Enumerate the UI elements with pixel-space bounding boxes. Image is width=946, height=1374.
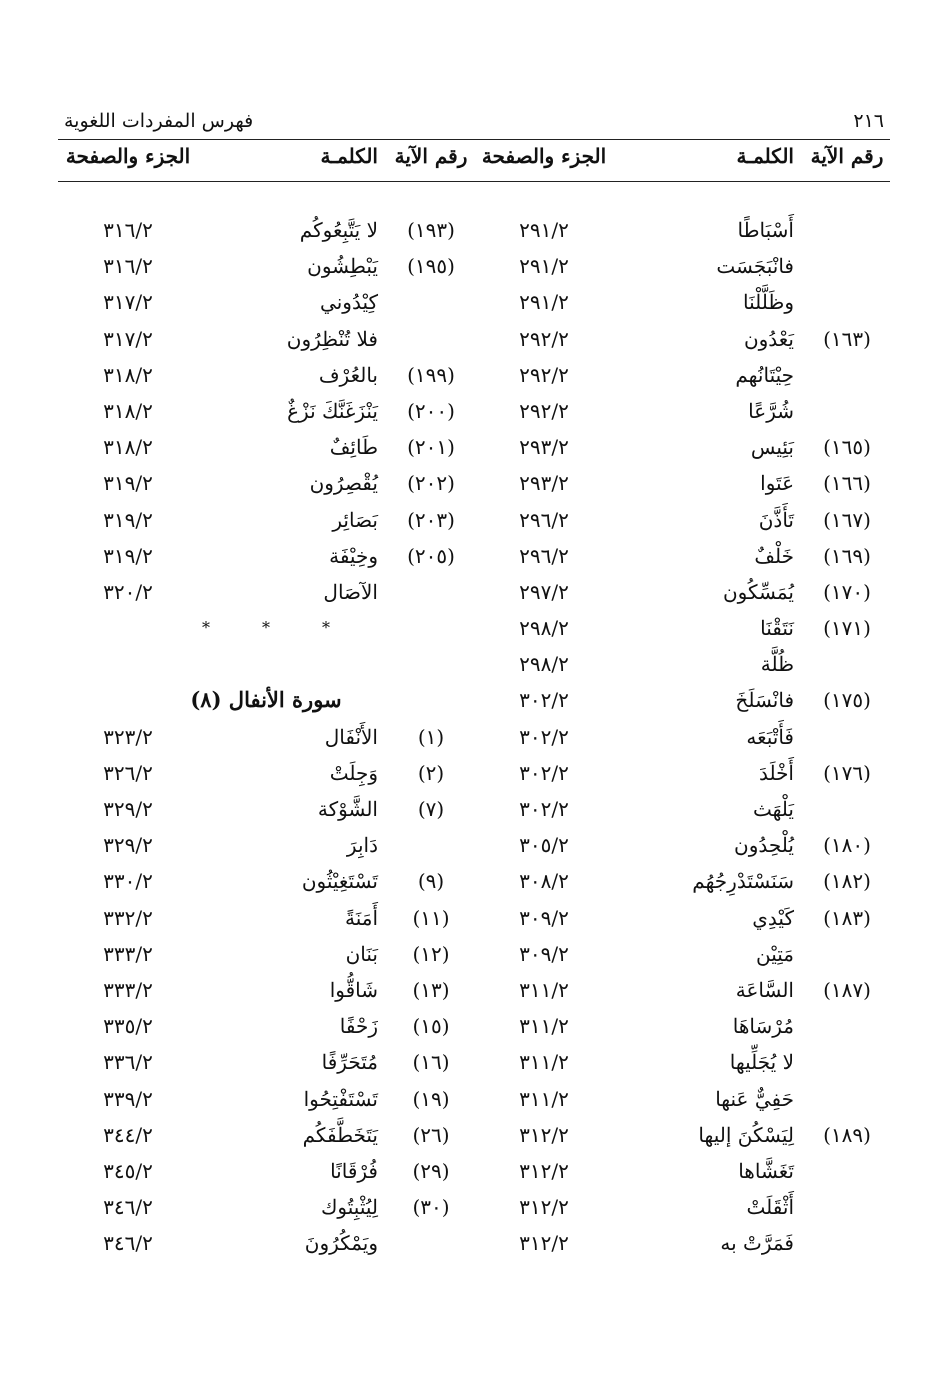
volume-page-ref: ٣٣٥/٢ [103, 1014, 153, 1039]
index-row [58, 248, 474, 284]
index-row [474, 357, 890, 393]
column-headers [58, 144, 890, 178]
volume-page-ref: ٣١٩/٢ [103, 543, 153, 568]
index-row [474, 1008, 890, 1044]
vocabulary-word: يَلْهَث [752, 797, 794, 821]
index-row [474, 502, 890, 538]
vocabulary-word: طَائِفٌ [329, 435, 378, 460]
header-ref: الجزء والصفحة [481, 144, 607, 168]
index-row [474, 827, 890, 863]
volume-page-ref: ٣١٢/٢ [519, 1158, 569, 1183]
index-row [58, 429, 474, 465]
volume-page-ref: ٢٩٦/٢ [519, 507, 569, 532]
volume-page-ref: ٢٩٣/٢ [519, 471, 569, 496]
vocabulary-word: يُقْصِرُون [309, 471, 378, 496]
index-row [58, 1044, 474, 1080]
index-row [58, 1081, 474, 1117]
volume-page-ref: ٣٣٢/٢ [103, 905, 153, 930]
vocabulary-word: فُرْقَانًا [330, 1158, 378, 1183]
ayah-number: (١٧١) [823, 616, 871, 641]
vocabulary-word: أَخْلَدَ [758, 760, 794, 785]
ayah-number: (١٦٦) [823, 471, 871, 496]
volume-page-ref: ٢٩٦/٢ [519, 543, 569, 568]
spacer [58, 646, 474, 682]
volume-page-ref: ٢٩٨/٢ [519, 616, 569, 641]
ayah-number: (١٨٩) [823, 1122, 871, 1147]
vocabulary-word: مَتِيْن [755, 941, 794, 966]
volume-page-ref: ٣١٨/٢ [103, 362, 153, 387]
ayah-number: (١٧٠) [823, 579, 871, 604]
volume-page-ref: ٣١٧/٢ [103, 290, 153, 315]
vocabulary-word: لا يَتَّبِعُوكُم [299, 218, 378, 242]
volume-page-ref: ٣٤٦/٢ [103, 1195, 153, 1220]
vocabulary-word: وخِيْفَة [329, 543, 378, 568]
ayah-number: (١٦٩) [823, 543, 871, 568]
volume-page-ref: ٣٤٦/٢ [103, 1231, 153, 1256]
index-row [58, 502, 474, 538]
index-row [58, 755, 474, 791]
index-row [58, 212, 474, 248]
index-row [474, 1225, 890, 1261]
index-row [474, 465, 890, 501]
index-row [58, 719, 474, 755]
vocabulary-word: لِيُثْبِتُوك [320, 1195, 378, 1220]
ayah-number: (١٧٦) [823, 760, 871, 785]
vocabulary-word: تَأَذَّنَ [758, 507, 794, 532]
vocabulary-word: فانْبَجَسَت [716, 254, 794, 279]
ayah-number: (١٦٥) [823, 435, 871, 460]
index-row [474, 791, 890, 827]
volume-page-ref: ٣١٧/٢ [103, 326, 153, 351]
index-row [58, 863, 474, 899]
index-row [474, 393, 890, 429]
vocabulary-word: دَابِرَ [346, 833, 378, 858]
volume-page-ref: ٣٢٠/٢ [103, 579, 153, 604]
volume-page-ref: ٣١١/٢ [519, 1086, 569, 1111]
vocabulary-word: وظَلَّلْنَا [743, 290, 794, 315]
volume-page-ref: ٣٠٩/٢ [519, 905, 569, 930]
ayah-number: (٢٠٣) [407, 507, 455, 532]
index-row [58, 284, 474, 320]
ayah-number: (٢٠٠) [407, 398, 455, 423]
index-row [474, 900, 890, 936]
vocabulary-word: وَجِلَتْ [329, 760, 378, 785]
vocabulary-word: يَنْزَغَنَّكَ نَزْغٌ [287, 398, 378, 423]
left-column-headers [58, 144, 474, 178]
vocabulary-word: سَنَسْتَدْرِجُهُم [692, 869, 794, 894]
index-row [474, 610, 890, 646]
vocabulary-word: ويَمْكُرُونَ [304, 1231, 378, 1256]
volume-page-ref: ٢٩٨/٢ [519, 652, 569, 677]
index-row [474, 719, 890, 755]
vocabulary-word: أَمَنَةً [344, 905, 378, 930]
volume-page-ref: ٣٣٣/٢ [103, 941, 153, 966]
volume-page-ref: ٣١٢/٢ [519, 1122, 569, 1147]
index-row [58, 1189, 474, 1225]
volume-page-ref: ٢٩٢/٢ [519, 398, 569, 423]
index-row [58, 357, 474, 393]
index-row [58, 574, 474, 610]
ayah-number: (١١) [412, 905, 450, 930]
header-rule [58, 139, 890, 140]
volume-page-ref: ٢٩٢/٢ [519, 326, 569, 351]
vocabulary-word: ظُلَّة [760, 652, 794, 677]
index-row [474, 248, 890, 284]
index-row [58, 393, 474, 429]
index-row [474, 1117, 890, 1153]
volume-page-ref: ٣٤٥/٢ [103, 1158, 153, 1183]
index-row [58, 791, 474, 827]
volume-page-ref: ٣١٩/٢ [103, 507, 153, 532]
vocabulary-word: بَنَان [345, 941, 378, 966]
separator-star: * [322, 618, 330, 638]
volume-page-ref: ٣١١/٢ [519, 1050, 569, 1075]
ayah-number: (٢٩) [412, 1158, 450, 1183]
volume-page-ref: ٢٩١/٢ [519, 254, 569, 279]
header-ayah: رقم الآية [810, 144, 884, 168]
index-row [474, 863, 890, 899]
index-row [58, 900, 474, 936]
vocabulary-word: شَاقُّوا [329, 977, 378, 1002]
index-row [58, 1153, 474, 1189]
index-row [474, 321, 890, 357]
volume-page-ref: ٣١٦/٢ [103, 254, 153, 279]
index-row [58, 538, 474, 574]
vocabulary-word: يَبْطِشُون [307, 254, 378, 279]
running-title: فهرس المفردات اللغوية [64, 110, 254, 132]
ayah-number: (٢٠٥) [407, 543, 455, 568]
volume-page-ref: ٣١٦/٢ [103, 218, 153, 242]
vocabulary-word: بالعُرْف [318, 362, 378, 387]
ayah-number: (١٩٩) [407, 362, 455, 387]
page-number: ٢١٦ [853, 110, 884, 132]
ayah-number: (١٨٢) [823, 869, 871, 894]
ayah-number: (١٧٥) [823, 688, 871, 713]
ayah-number: (٩) [417, 869, 445, 894]
vocabulary-word: عَتَوا [760, 471, 794, 496]
index-row [58, 1008, 474, 1044]
volume-page-ref: ٢٩٣/٢ [519, 435, 569, 460]
volume-page-ref: ٣٠٢/٢ [519, 688, 569, 713]
vocabulary-word: كَيْدِي [752, 905, 794, 930]
vocabulary-word: يُلْحِدُون [734, 833, 794, 858]
vocabulary-word: الأَنْفَال [324, 724, 378, 749]
vocabulary-word: بَئِيس [750, 435, 794, 460]
left-column-entries [58, 212, 474, 1261]
index-row [474, 646, 890, 682]
ayah-number: (١) [417, 724, 445, 749]
ayah-number: (١٦٣) [823, 326, 871, 351]
index-row [58, 936, 474, 972]
index-row [58, 1225, 474, 1261]
vocabulary-word: فلا تُنْظِرُون [286, 326, 378, 351]
vocabulary-word: أَثْقَلَتْ [746, 1195, 794, 1220]
ayah-number: (١٦٧) [823, 507, 871, 532]
volume-page-ref: ٣١١/٢ [519, 1014, 569, 1039]
section-separator [58, 610, 474, 646]
ayah-number: (٣٠) [412, 1195, 450, 1220]
vocabulary-word: خَلْفٌ [754, 543, 794, 568]
index-row [474, 1153, 890, 1189]
vocabulary-word: الآصَال [323, 579, 378, 604]
ayah-number: (١٩) [412, 1086, 450, 1111]
index-row [474, 1189, 890, 1225]
vocabulary-word: حِيْتَانُهم [735, 362, 794, 387]
vocabulary-word: تَغَشَّاها [738, 1158, 794, 1183]
vocabulary-word: تَسْتَغِيْثُون [301, 869, 378, 894]
index-row [474, 1081, 890, 1117]
volume-page-ref: ٢٩١/٢ [519, 218, 569, 242]
volume-page-ref: ٣٣٦/٢ [103, 1050, 153, 1075]
vocabulary-word: مُتَحَرِّفًا [321, 1050, 378, 1075]
vocabulary-word: كِيْدُوني [320, 290, 378, 315]
ayah-number: (١٩٣) [407, 218, 455, 242]
volume-page-ref: ٣٤٤/٢ [103, 1122, 153, 1147]
volume-page-ref: ٣٣٩/٢ [103, 1086, 153, 1111]
header-ref: الجزء والصفحة [65, 144, 191, 168]
volume-page-ref: ٣١٨/٢ [103, 435, 153, 460]
index-row [474, 936, 890, 972]
volume-page-ref: ٣١٩/٢ [103, 471, 153, 496]
index-row [474, 538, 890, 574]
index-row [58, 1117, 474, 1153]
volume-page-ref: ٣١٨/٢ [103, 398, 153, 423]
vocabulary-word: لِيَسْكُنَ إليها [698, 1122, 794, 1147]
index-row [474, 429, 890, 465]
right-column-headers [474, 144, 890, 178]
right-column-entries [474, 212, 890, 1261]
volume-page-ref: ٣١١/٢ [519, 977, 569, 1002]
volume-page-ref: ٣٠٥/٢ [519, 833, 569, 858]
volume-page-ref: ٣٠٢/٢ [519, 724, 569, 749]
vocabulary-word: فَمَرَّتْ به [720, 1231, 794, 1256]
index-row [474, 574, 890, 610]
volume-page-ref: ٣٠٨/٢ [519, 869, 569, 894]
ayah-number: (١٦) [412, 1050, 450, 1075]
index-row [58, 972, 474, 1008]
ayah-number: (١٨٧) [823, 977, 871, 1002]
vocabulary-word: نَتَقْنَا [760, 616, 794, 641]
vocabulary-word: السَّاعَة [735, 977, 794, 1002]
volume-page-ref: ٣٠٩/٢ [519, 941, 569, 966]
vocabulary-word: بَصَائِر [332, 507, 378, 532]
running-head [58, 108, 890, 138]
index-row [58, 465, 474, 501]
vocabulary-word: يَتَخَطَّفَكُم [302, 1122, 378, 1147]
volume-page-ref: ٣٠٢/٢ [519, 797, 569, 821]
vocabulary-word: زَحْفًا [339, 1014, 378, 1039]
separator-star: * [262, 618, 270, 638]
volume-page-ref: ٣٢٣/٢ [103, 724, 153, 749]
volume-page-ref: ٣٣٣/٢ [103, 977, 153, 1002]
vocabulary-word: مُرْسَاهَا [732, 1014, 794, 1039]
index-row [474, 972, 890, 1008]
ayah-number: (١٥) [412, 1014, 450, 1039]
vocabulary-word: الشَّوْكة [317, 797, 378, 821]
vocabulary-word: لا يُجَلِّيها [729, 1050, 794, 1075]
ayah-number: (٢٠٢) [407, 471, 455, 496]
volume-page-ref: ٣٢٦/٢ [103, 760, 153, 785]
surah-heading: سورة الأنفال (٨) [190, 687, 342, 713]
index-row [474, 212, 890, 248]
separator-star: * [202, 618, 210, 638]
vocabulary-word: يَعْدُون [743, 326, 794, 351]
volume-page-ref: ٣١٢/٢ [519, 1195, 569, 1220]
header-ayah: رقم الآية [394, 144, 468, 168]
header-word: الكلمـة [736, 144, 794, 168]
volume-page-ref: ٣٢٩/٢ [103, 797, 153, 821]
ayah-number: (١٣) [412, 977, 450, 1002]
ayah-number: (١٩٥) [407, 254, 455, 279]
header-word: الكلمـة [320, 144, 378, 168]
volume-page-ref: ٣٠٢/٢ [519, 760, 569, 785]
volume-page-ref: ٣١٢/٢ [519, 1231, 569, 1256]
index-row [58, 827, 474, 863]
ayah-number: (٢٦) [412, 1122, 450, 1147]
vocabulary-word: أَسْبَاطًا [737, 218, 794, 242]
index-row [474, 682, 890, 718]
vocabulary-word: تَسْتَفْتِحُوا [303, 1086, 378, 1111]
ayah-number: (٢) [417, 760, 445, 785]
volume-page-ref: ٢٩٢/٢ [519, 362, 569, 387]
ayah-number: (١٢) [412, 941, 450, 966]
volume-page-ref: ٣٣٠/٢ [103, 869, 153, 894]
vocabulary-word: حَفِيٌّ عَنها [715, 1086, 794, 1111]
volume-page-ref: ٣٢٩/٢ [103, 833, 153, 858]
vocabulary-word: فَأَتْبَعَه [746, 724, 794, 749]
volume-page-ref: ٢٩٧/٢ [519, 579, 569, 604]
vocabulary-word: فانْسَلَخَ [735, 688, 794, 713]
index-row [474, 755, 890, 791]
vocabulary-word: شُرَّعًا [748, 398, 794, 423]
vocabulary-word: يُمَسِّكُون [722, 579, 794, 604]
column-header-rule [58, 181, 890, 182]
ayah-number: (٢٠١) [407, 435, 455, 460]
index-page [58, 108, 890, 1288]
index-row [474, 1044, 890, 1080]
index-row [58, 321, 474, 357]
ayah-number: (١٨٣) [823, 905, 871, 930]
volume-page-ref: ٢٩١/٢ [519, 290, 569, 315]
index-row [474, 284, 890, 320]
ayah-number: (١٨٠) [823, 833, 871, 858]
ayah-number: (٧) [417, 797, 445, 821]
